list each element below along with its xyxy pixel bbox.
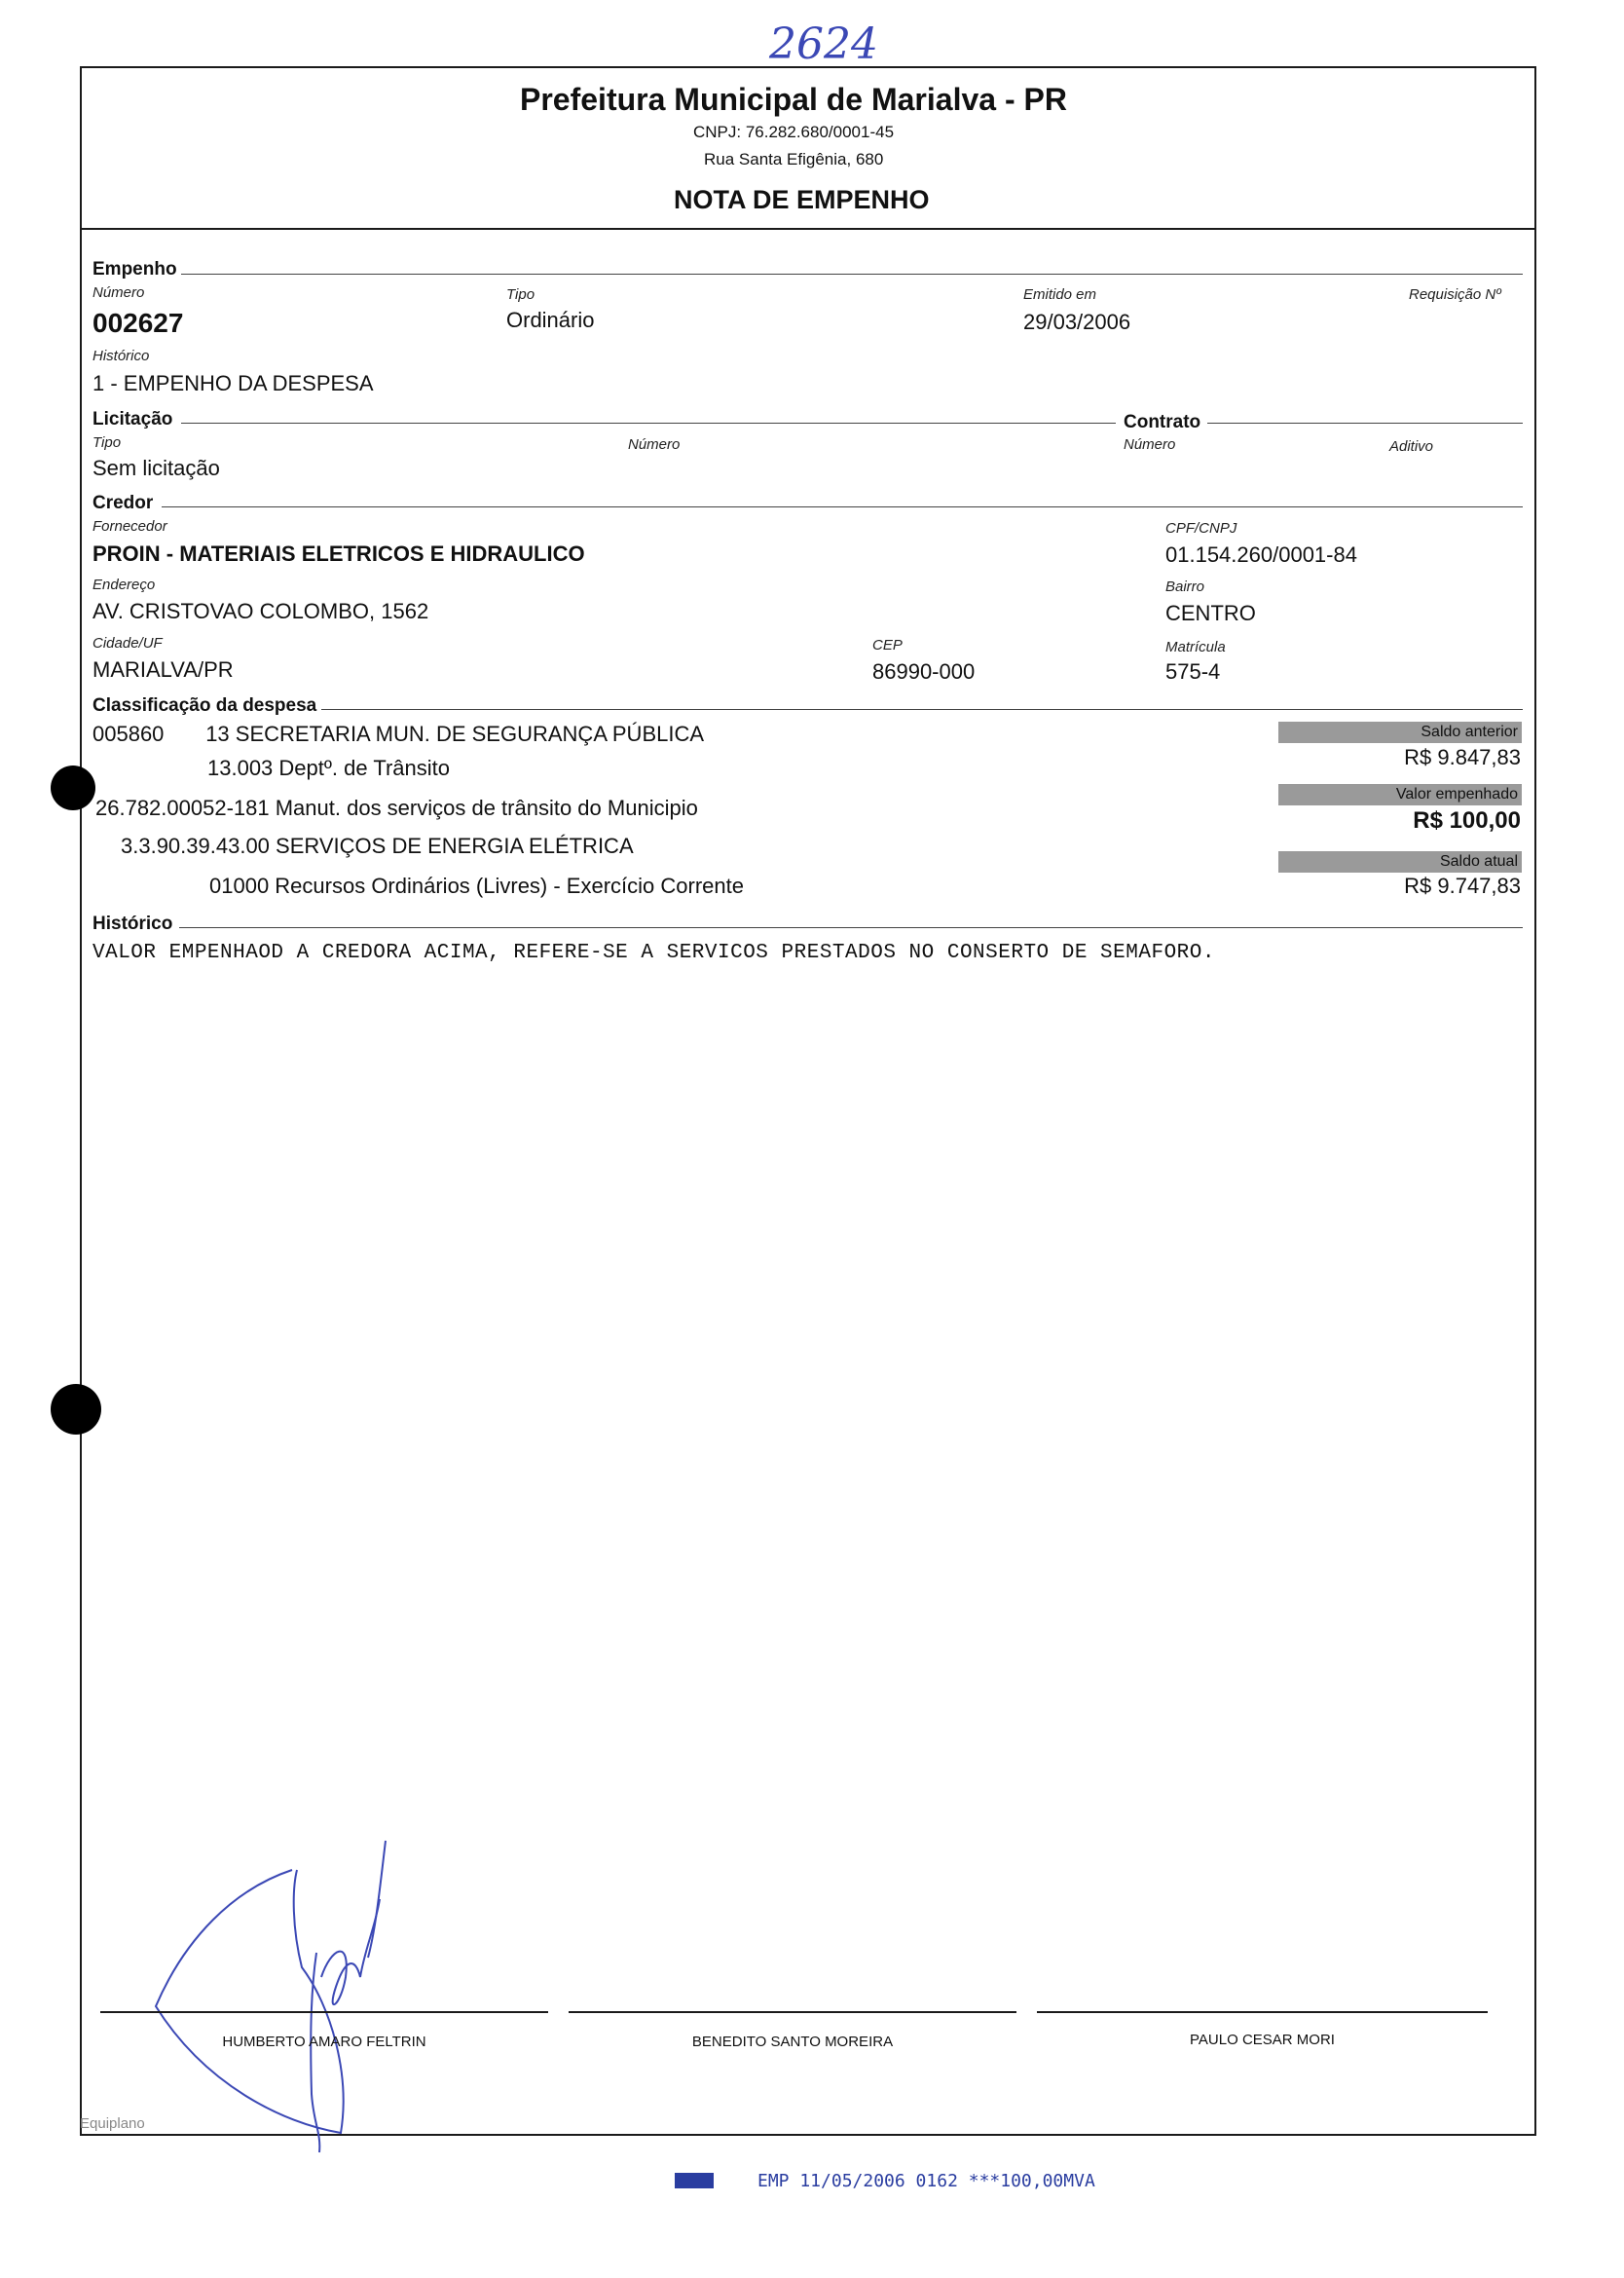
signature-name-1: HUMBERTO AMARO FELTRIN: [222, 2034, 426, 2050]
historico-label: Histórico: [92, 348, 150, 364]
cpf-label: CPF/CNPJ: [1165, 520, 1237, 537]
footer-brand: Equiplano: [80, 2115, 145, 2132]
requisicao-label: Requisição Nº: [1409, 286, 1501, 303]
bairro-value: CENTRO: [1165, 601, 1256, 625]
valor-empenhado-value: R$ 100,00: [1413, 807, 1521, 834]
emitido-value: 29/03/2006: [1023, 310, 1131, 334]
credor-section-title: Credor: [92, 493, 154, 513]
punch-hole-top: [51, 766, 95, 810]
cep-value: 86990-000: [872, 659, 976, 684]
tipo-label: Tipo: [506, 286, 535, 303]
cep-label: CEP: [872, 637, 903, 654]
matricula-label: Matrícula: [1165, 639, 1226, 655]
valor-empenhado-label: Valor empenhado: [1395, 786, 1518, 803]
stamp-text: EMP 11/05/2006 0162 ***100,00MVA: [757, 2171, 1095, 2191]
fornecedor-label: Fornecedor: [92, 518, 167, 535]
licitacao-rule: [181, 423, 1116, 424]
empenho-section-title: Empenho: [92, 259, 177, 280]
signature-line-3: [1037, 2011, 1488, 2013]
cidade-value: MARIALVA/PR: [92, 657, 234, 682]
licitacao-tipo-label: Tipo: [92, 434, 122, 451]
historico-text: VALOR EMPENHAOD A CREDORA ACIMA, REFERE-SE A SERVICOS PRESTADOS NO CONSERTO DE SEMAFORO.: [92, 942, 1215, 964]
contrato-numero-label: Número: [1124, 436, 1176, 453]
endereco-value: AV. CRISTOVAO COLOMBO, 1562: [92, 599, 429, 623]
emitido-label: Emitido em: [1023, 286, 1097, 303]
tipo-value: Ordinário: [506, 308, 595, 332]
signature-line-2: [569, 2011, 1016, 2013]
stamp-logo: [675, 2173, 714, 2188]
saldo-atual-label: Saldo atual: [1439, 853, 1518, 870]
classificacao-section-title: Classificação da despesa: [92, 695, 317, 716]
contrato-section-title: Contrato: [1124, 412, 1201, 432]
fornecedor-value: PROIN - MATERIAIS ELETRICOS E HIDRAULICO: [92, 541, 585, 566]
cnpj-text: CNPJ: 76.282.680/0001-45: [693, 123, 895, 141]
punch-hole-bottom: [51, 1384, 101, 1435]
endereco-label: Endereço: [92, 577, 156, 593]
contrato-aditivo-label: Aditivo: [1389, 438, 1434, 455]
document-title: NOTA DE EMPENHO: [674, 185, 930, 214]
signature-line-1: [100, 2011, 548, 2013]
classificacao-line-5: 01000 Recursos Ordinários (Livres) - Exercício Corrente: [209, 874, 744, 898]
page-title: Prefeitura Municipal de Marialva - PR: [520, 82, 1067, 117]
empenho-number: 002627: [92, 308, 184, 338]
empenho-rule: [181, 274, 1523, 275]
licitacao-tipo-value: Sem licitação: [92, 456, 220, 480]
cidade-label: Cidade/UF: [92, 635, 163, 652]
licitacao-section-title: Licitação: [92, 409, 173, 429]
signature-name-2: BENEDITO SANTO MOREIRA: [691, 2034, 894, 2050]
classificacao-line-1: 005860 13 SECRETARIA MUN. DE SEGURANÇA PÚBLICA: [92, 722, 705, 746]
handwritten-number: 2624: [769, 19, 878, 69]
licitacao-numero-label: Número: [628, 436, 681, 453]
matricula-value: 575-4: [1165, 659, 1221, 684]
historico-value: 1 - EMPENHO DA DESPESA: [92, 371, 374, 395]
address-text: Rua Santa Efigênia, 680: [704, 150, 884, 168]
saldo-anterior-value: R$ 9.847,83: [1404, 745, 1521, 769]
signature-drawing: [146, 1831, 458, 2162]
bairro-label: Bairro: [1165, 579, 1205, 595]
saldo-atual-value: R$ 9.747,83: [1404, 874, 1521, 898]
signature-name-3: PAULO CESAR MORI: [1190, 2032, 1335, 2048]
historico-section-title: Histórico: [92, 914, 173, 934]
classificacao-line-4: 3.3.90.39.43.00 SERVIÇOS DE ENERGIA ELÉTRICA: [121, 834, 634, 858]
cpf-value: 01.154.260/0001-84: [1165, 542, 1357, 567]
header-divider: [80, 228, 1536, 230]
classificacao-rule: [321, 709, 1523, 710]
saldo-anterior-label: Saldo anterior: [1421, 724, 1518, 740]
contrato-rule: [1207, 423, 1523, 424]
historico-rule: [179, 927, 1523, 928]
classificacao-line-3: 26.782.00052-181 Manut. dos serviços de trânsito do Municipio: [95, 796, 698, 820]
numero-label: Número: [92, 284, 145, 301]
credor-rule: [162, 506, 1523, 507]
classificacao-line-2: 13.003 Deptº. de Trânsito: [207, 756, 450, 780]
